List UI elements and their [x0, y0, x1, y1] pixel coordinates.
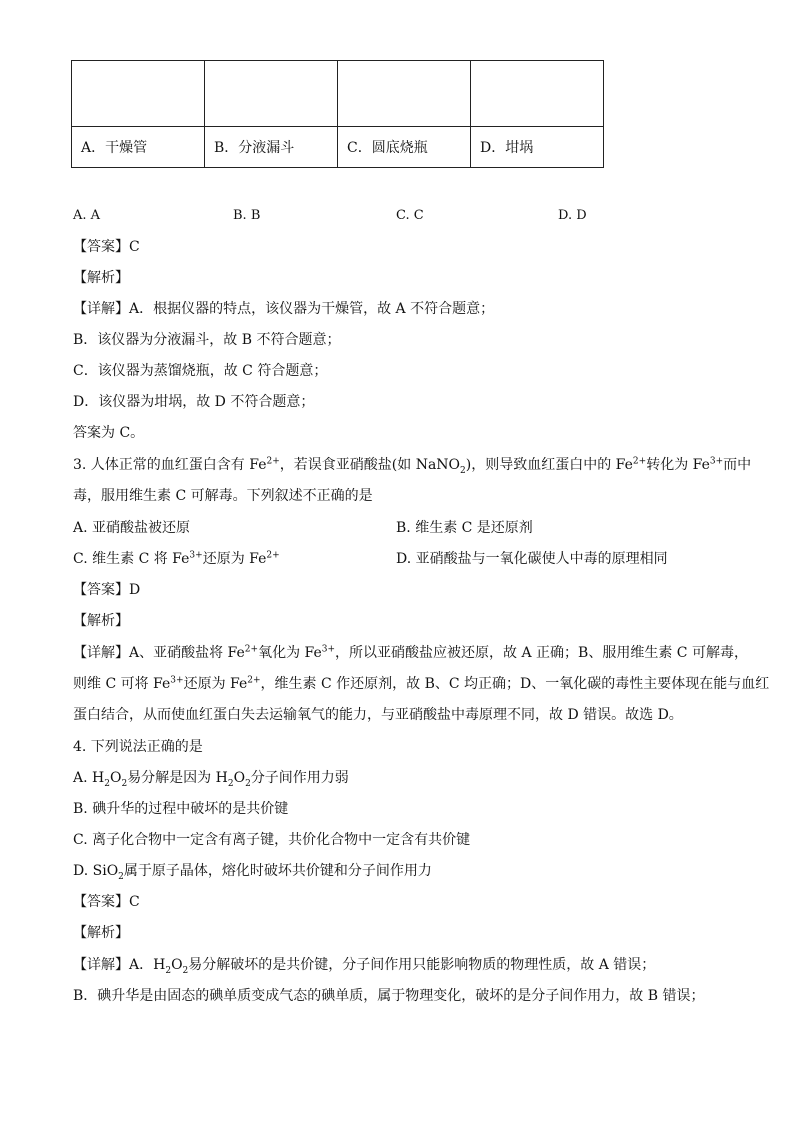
q4-answer: 【答案】C [73, 894, 140, 910]
q3-detail-line-1: 【详解】A、亚硝酸盐将 $Fe^{2+}$氧化为 $Fe^{3+}$，所以亚硝酸盐应被还原，故 A 正确；B、服用维生素 C 可解毒， [73, 644, 748, 661]
q2-option-a: A. A [73, 208, 101, 223]
q4-option-b: B. 碘升华的过程中破坏的是共价键 [73, 801, 289, 817]
q4-option-d: D. SiO$_2$属于原子晶体，熔化时破坏共价键和分子间作用力 [73, 863, 432, 882]
q2-answer: 【答案】C [73, 239, 140, 255]
q3-stem-line-2: 毒，服用维生素 C 可解毒。下列叙述不正确的是 [73, 488, 373, 504]
q4-detail-line-1: 【详解】A．$H_2O_2$易分解破坏的是共价键，分子间作用只能影响物质的物理性质，故 A 错误； [73, 957, 656, 976]
q3-answer: 【答案】D [73, 582, 141, 598]
apparatus-label-row [72, 127, 604, 168]
apparatus-image-d [471, 61, 604, 127]
apparatus-label-c: C．圆底烧瓶 [338, 127, 471, 168]
q2-detail-line-1: 【详解】A．根据仪器的特点，该仪器为干燥管，故 A 不符合题意； [73, 301, 495, 317]
apparatus-label-d: D．坩埚 [471, 127, 604, 168]
q4-stem: 4. 下列说法正确的是 [73, 739, 203, 755]
q3-stem-line-1: 3. 人体正常的血红蛋白含有 $Fe^{2+}$，若误食亚硝酸盐(如 NaNO$_2$)，则导致血红蛋白中的 $Fe^{2+}$转化为 $Fe^{3+}$而中 [73, 456, 752, 476]
q3-analysis-heading: 【解析】 [73, 613, 129, 629]
apparatus-label-a: A．干燥管 [72, 127, 205, 168]
q2-detail-line-3: C．该仪器为蒸馏烧瓶，故 C 符合题意； [73, 363, 328, 379]
q4-option-c: C. 离子化合物中一定含有离子键，共价化合物中一定含有共价键 [73, 832, 471, 848]
q4-detail-line-2: B．碘升华是由固态的碘单质变成气态的碘单质，属于物理变化，破坏的是分子间作用力，故 B 错误； [73, 988, 705, 1004]
q3-option-c: C. 维生素 C 将 $Fe^{3+}$还原为 $Fe^{2+}$ [73, 550, 280, 567]
q3-detail-line-3: 蛋白结合，从而使血红蛋白失去运输氧气的能力，与亚硝酸盐中毒原理不同，故 D 错误。故选 D。 [73, 707, 683, 723]
apparatus-table [71, 60, 604, 168]
q3-option-d: D. 亚硝酸盐与一氧化碳使人中毒的原理相同 [396, 551, 668, 567]
apparatus-image-a [72, 61, 205, 127]
q2-option-d: D. D [558, 208, 587, 223]
q4-analysis-heading: 【解析】 [73, 925, 129, 941]
q2-option-c: C. C [396, 208, 424, 223]
q2-detail-line-5: 答案为 C。 [73, 425, 145, 441]
q3-option-b: B. 维生素 C 是还原剂 [396, 520, 533, 536]
q2-detail-line-2: B．该仪器为分液漏斗，故 B 不符合题意； [73, 332, 341, 348]
q4-option-a: A. $H_2O_2$易分解是因为 $H_2O_2$分子间作用力弱 [73, 770, 349, 789]
apparatus-image-c [338, 61, 471, 127]
apparatus-image-row [72, 61, 604, 127]
q2-option-b: B. B [233, 208, 261, 223]
apparatus-label-b: B．分液漏斗 [205, 127, 338, 168]
q3-option-a: A. 亚硝酸盐被还原 [73, 520, 191, 536]
q3-detail-line-2: 则维 C 可将 $Fe^{3+}$还原为 $Fe^{2+}$，维生素 C 作还原剂，故 B、C 均正确；D、一氧化碳的毒性主要体现在能与血红 [73, 675, 770, 692]
apparatus-image-b [205, 61, 338, 127]
q2-analysis-heading: 【解析】 [73, 270, 129, 286]
q2-detail-line-4: D．该仪器为坩埚，故 D 不符合题意； [73, 394, 315, 410]
